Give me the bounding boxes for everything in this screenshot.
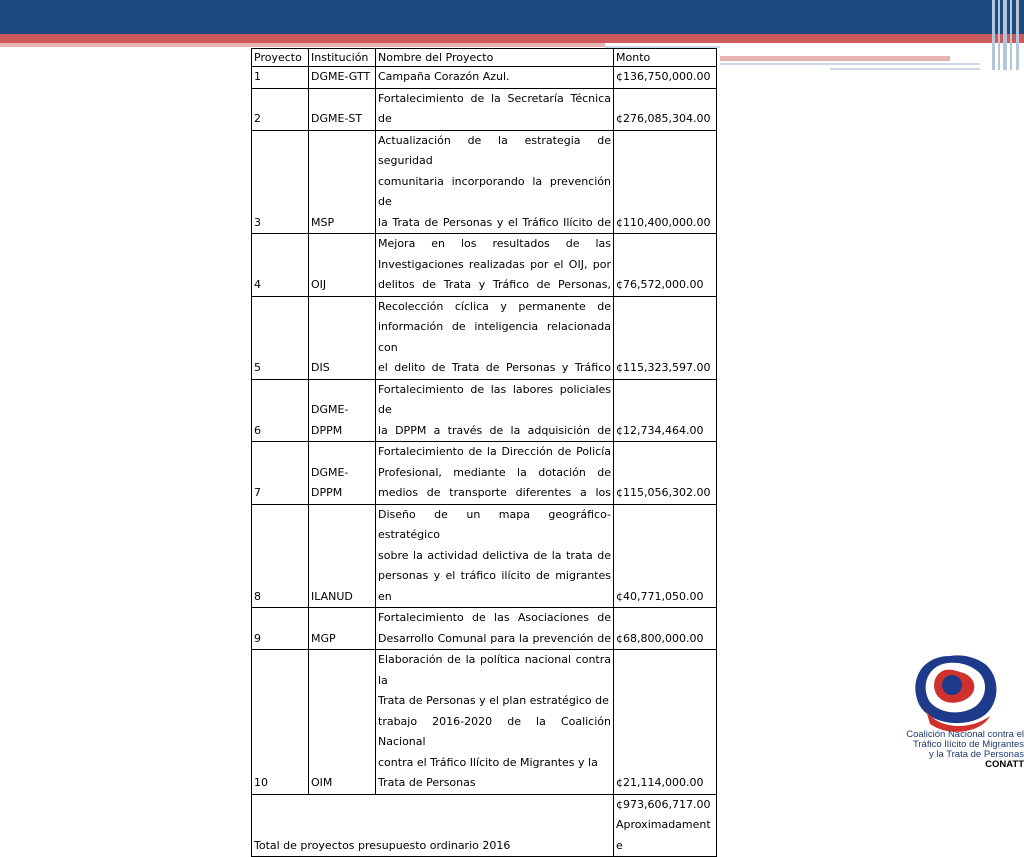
table-row bbox=[252, 88, 717, 130]
column-header: Nombre del Proyecto bbox=[376, 49, 614, 67]
table-row bbox=[252, 296, 717, 379]
logo-line: y la Trata de Personas bbox=[928, 749, 1024, 760]
amount-line: ¢115,056,302.00 bbox=[616, 486, 711, 499]
institution-line: ILANUD bbox=[311, 589, 353, 603]
project-name-line: comunitaria incorporando la prevención de bbox=[378, 174, 611, 208]
logo-caption bbox=[893, 730, 1024, 770]
amount bbox=[614, 650, 717, 795]
header-blue-band bbox=[0, 0, 1024, 34]
project-name-line: Fortalecimiento de las labores policiales de bbox=[378, 382, 611, 416]
amount-line: ¢68,800,000.00 bbox=[616, 631, 704, 645]
amount bbox=[614, 608, 717, 650]
header-red-band bbox=[0, 34, 1024, 43]
amount bbox=[614, 130, 717, 234]
institution-line: OIM bbox=[311, 776, 333, 789]
header-thin-line bbox=[720, 63, 980, 65]
total-amount-line: Aproximadament bbox=[616, 818, 711, 831]
header-vertical-stripes bbox=[990, 0, 1024, 70]
total-label: Total de proyectos presupuesto ordinario 2016 bbox=[252, 794, 614, 857]
amount-line: ¢21,114,000.00 bbox=[616, 776, 704, 789]
project-name bbox=[376, 504, 614, 608]
project-name bbox=[376, 296, 614, 379]
header-pink-line bbox=[0, 43, 605, 47]
table-row bbox=[252, 608, 717, 650]
amount-line: ¢76,572,000.00 bbox=[616, 278, 704, 291]
table-row bbox=[252, 130, 717, 234]
table-row bbox=[252, 67, 717, 89]
institution bbox=[309, 234, 376, 297]
amount bbox=[614, 88, 717, 130]
project-name-line: Profesional, mediante la dotación de bbox=[378, 465, 611, 479]
institution-line: DGME-GTT bbox=[311, 70, 371, 83]
project-name bbox=[376, 234, 614, 297]
institution bbox=[309, 504, 376, 608]
project-name-line: el delito de Trata de Personas y Tráfico bbox=[378, 361, 611, 374]
institution-line: DGME- bbox=[311, 403, 349, 416]
amount-line: ¢12,734,464.00 bbox=[616, 423, 704, 437]
project-name-line: Mejora en los resultados de las bbox=[378, 237, 611, 250]
institution bbox=[309, 442, 376, 505]
project-number: 4 bbox=[252, 234, 309, 297]
project-name-line: trabajo 2016-2020 de la Coalición Nacional bbox=[378, 714, 611, 748]
logo-line: Coalición Nacional contra el bbox=[906, 729, 1024, 740]
institution bbox=[309, 88, 376, 130]
project-name-line: Investigaciones realizadas por el OIJ, por bbox=[378, 257, 611, 271]
project-name bbox=[376, 442, 614, 505]
institution bbox=[309, 67, 376, 89]
project-number: 7 bbox=[252, 442, 309, 505]
project-name bbox=[376, 379, 614, 442]
institution-line: DPPM bbox=[311, 423, 343, 437]
table-row bbox=[252, 650, 717, 795]
project-name bbox=[376, 130, 614, 234]
table-row bbox=[252, 504, 717, 608]
institution-line: MGP bbox=[311, 631, 336, 645]
project-name-line: información de inteligencia relacionada con bbox=[378, 320, 611, 354]
institution-line: DPPM bbox=[311, 486, 343, 499]
amount-line: ¢40,771,050.00 bbox=[616, 589, 704, 603]
amount-line: ¢110,400,000.00 bbox=[616, 215, 711, 229]
column-header: Proyecto bbox=[252, 49, 309, 67]
logo-acronym: CONATT bbox=[985, 759, 1024, 770]
project-name bbox=[376, 88, 614, 130]
column-header: Monto bbox=[614, 49, 717, 67]
total-row bbox=[252, 794, 717, 857]
institution-line: DGME-ST bbox=[311, 112, 363, 125]
table-row bbox=[252, 442, 717, 505]
header-thin-line bbox=[830, 68, 980, 70]
institution bbox=[309, 608, 376, 650]
amount-line: ¢276,085,304.00 bbox=[616, 112, 711, 125]
amount-line: ¢115,323,597.00 bbox=[616, 361, 711, 374]
project-name-line: Diseño de un mapa geográfico-estratégico bbox=[378, 507, 611, 541]
project-number: 2 bbox=[252, 88, 309, 130]
institution-line: DIS bbox=[311, 361, 330, 374]
total-amount bbox=[614, 794, 717, 857]
project-name-line: la DPPM a través de la adquisición de bbox=[378, 423, 611, 437]
project-name-line: Fortalecimiento de las Asociaciones de bbox=[378, 611, 611, 624]
projects-table bbox=[251, 48, 717, 857]
project-name-line: Fortalecimiento de la Secretaría Técnica de bbox=[378, 91, 611, 125]
institution bbox=[309, 379, 376, 442]
institution-line: DGME- bbox=[311, 465, 349, 479]
project-number: 9 bbox=[252, 608, 309, 650]
table-row bbox=[252, 379, 717, 442]
project-name-line: delitos de Trata y Tráfico de Personas, bbox=[378, 278, 611, 291]
logo-line: Tráfico Ilícito de Migrantes bbox=[912, 739, 1024, 750]
project-name-line: Campaña Corazón Azul. bbox=[378, 70, 510, 83]
column-header: Institución bbox=[309, 49, 376, 67]
project-name-line: Trata de Personas bbox=[378, 776, 476, 789]
header-pink-accent bbox=[720, 56, 950, 61]
institution bbox=[309, 296, 376, 379]
project-name-line: medios de transporte diferentes a los bbox=[378, 486, 611, 499]
project-name bbox=[376, 608, 614, 650]
project-name-line: Elaboración de la política nacional contra la bbox=[378, 653, 611, 687]
amount bbox=[614, 442, 717, 505]
project-name-line: contra el Tráfico Ilícito de Migrantes y la bbox=[378, 755, 598, 769]
project-name-line: Trata de Personas y el plan estratégico de bbox=[378, 694, 609, 707]
project-name bbox=[376, 67, 614, 89]
amount bbox=[614, 379, 717, 442]
project-name-line: Desarrollo Comunal para la prevención de bbox=[378, 631, 611, 645]
amount bbox=[614, 67, 717, 89]
table-row bbox=[252, 234, 717, 297]
project-name-line: sobre la actividad delictiva de la trata de bbox=[378, 548, 611, 562]
project-name bbox=[376, 650, 614, 795]
project-name-line: la Trata de Personas y el Tráfico Ilícito de bbox=[378, 215, 611, 229]
institution bbox=[309, 650, 376, 795]
project-name-line: Fortalecimiento de la Dirección de Policía bbox=[378, 445, 611, 458]
total-amount-line: e bbox=[616, 838, 623, 852]
amount bbox=[614, 504, 717, 608]
project-number: 5 bbox=[252, 296, 309, 379]
institution bbox=[309, 130, 376, 234]
institution-line: MSP bbox=[311, 215, 335, 229]
amount-line: ¢136,750,000.00 bbox=[616, 70, 711, 83]
project-number: 6 bbox=[252, 379, 309, 442]
project-number: 1 bbox=[252, 67, 309, 89]
project-number: 10 bbox=[252, 650, 309, 795]
project-name-line: Actualización de la estrategia de seguridad bbox=[378, 133, 611, 167]
project-number: 8 bbox=[252, 504, 309, 608]
project-name-line: Recolección cíclica y permanente de bbox=[378, 299, 611, 313]
amount bbox=[614, 234, 717, 297]
project-name-line: personas y el tráfico ilícito de migrantes en bbox=[378, 569, 611, 603]
institution-line: OIJ bbox=[311, 278, 327, 291]
project-number: 3 bbox=[252, 130, 309, 234]
table-header-row bbox=[252, 49, 717, 67]
total-amount-line: ¢973,606,717.00 bbox=[616, 797, 711, 811]
amount bbox=[614, 296, 717, 379]
